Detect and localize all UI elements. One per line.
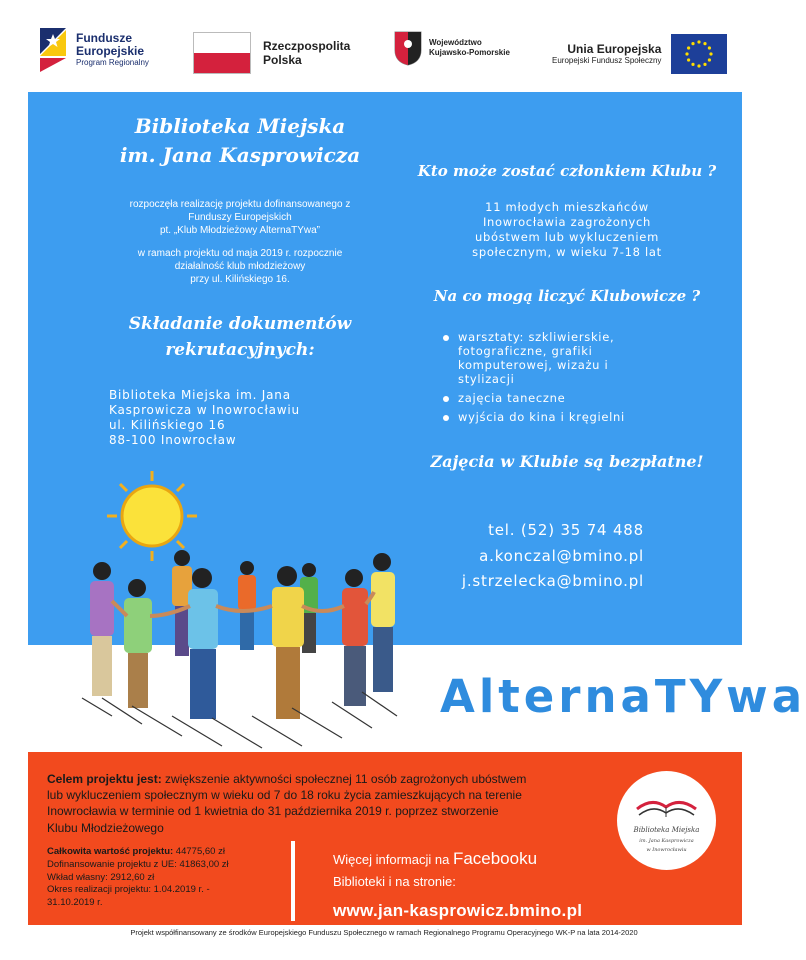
- project-goal: [47, 771, 607, 836]
- wojewodztwo-logo: [393, 30, 510, 66]
- who-line: Inowrocławia zagrożonych: [482, 214, 652, 229]
- documents-heading-line1: Składanie dokumentów: [128, 314, 352, 334]
- total-label: Całkowita wartość projektu:: [47, 846, 174, 857]
- email-link[interactable]: j.strzelecka@bmino.pl: [461, 572, 644, 590]
- badge-line1: Biblioteka Miejska: [633, 826, 700, 834]
- phone-number[interactable]: tel. (52) 35 74 488: [488, 521, 644, 539]
- ue-line2: Europejski Fundusz Społeczny: [552, 56, 662, 66]
- fe-line2: Europejskie: [76, 43, 145, 58]
- offer-item: [440, 410, 700, 424]
- address-line: Kasprowicza w Inowrocławiu: [109, 403, 300, 417]
- logo-bar: [0, 0, 768, 90]
- footer-note: Projekt współfinansowany ze środków Europejskiego Funduszu Społecznego w ramach Regionalnego Programu Operacyjnego WK-P na lata 2014-2020: [130, 928, 638, 937]
- offer-list: [440, 330, 700, 429]
- rp-line2: Polska: [263, 53, 302, 67]
- more-info-text: Więcej informacji na: [333, 852, 453, 867]
- intro-line: rozpoczęła realizację projektu dofinansowanego z: [129, 199, 351, 210]
- offer-item-line: komputerowej, wizażu i: [458, 358, 609, 373]
- more-info: [333, 845, 582, 924]
- library-title-line2: im. Jana Kasprowicza: [119, 143, 361, 167]
- library-badge: [617, 771, 716, 870]
- goal-label: Celem projektu jest:: [47, 772, 162, 786]
- documents-heading: [70, 312, 410, 363]
- wk-line2: Kujawsko-Pomorskie: [429, 48, 510, 57]
- goal-line: Klubu Młodzieżowego: [47, 820, 164, 835]
- cost-line: Dofinansowanie projektu z UE: 41863,00 zł: [47, 858, 229, 870]
- fe-line3: Program Regionalny: [76, 58, 149, 68]
- goal-line: zwiększenie aktywności społecznej 11 osób zagrożonych ubóstwem: [161, 772, 527, 786]
- offer-item: [440, 330, 700, 386]
- address-line: ul. Kilińskiego 16: [109, 418, 226, 432]
- offer-item-line: fotograficzne, grafiki: [458, 344, 593, 359]
- who-line: społecznym, w wieku 7-18 lat: [472, 244, 662, 259]
- unia-europejska-logo: [552, 34, 727, 74]
- intro-line: pt. „Klub Młodzieżowy AlternaTYwa”: [159, 225, 321, 236]
- cost-line: Wkład własny: 2912,60 zł: [47, 871, 155, 883]
- wk-line1: Województwo: [429, 37, 482, 47]
- ue-line1: Unia Europejska: [567, 42, 662, 56]
- coat-of-arms-icon: [393, 30, 423, 66]
- badge-line3: w Inowrocławiu: [646, 847, 687, 853]
- goal-line: Inowrocławia w terminie od 1 kwietnia do 31 października 2019 r. poprzez stworzenie: [47, 804, 499, 819]
- who-text: [432, 200, 702, 260]
- intro-line: Funduszy Europejskich: [188, 212, 292, 223]
- fe-star-icon: [38, 26, 68, 74]
- poland-flag-icon: [193, 32, 251, 74]
- address-line: Biblioteka Miejska im. Jana: [109, 388, 291, 402]
- offer-heading: Na co mogą liczyć Klubowicze ?: [433, 287, 701, 305]
- who-line: ubóstwem lub wykluczeniem: [475, 229, 659, 244]
- website-link[interactable]: www.jan-kasprowicz.bmino.pl: [333, 900, 583, 920]
- offer-item-line: warsztaty: szkliwierskie,: [458, 330, 615, 344]
- sun-icon: [107, 471, 197, 561]
- who-heading: Kto może zostać członkiem Klubu ?: [417, 162, 717, 180]
- intro-line: w ramach projektu od maja 2019 r. rozpocznie: [137, 248, 343, 259]
- fundusze-europejskie-logo: [38, 26, 149, 74]
- free-classes-heading: Zajęcia w Klubie są bezpłatne!: [430, 452, 704, 471]
- offer-item: [440, 391, 700, 405]
- open-book-icon: [617, 771, 716, 831]
- library-address: [109, 388, 300, 448]
- divider: [291, 841, 295, 921]
- who-line: 11 młodych mieszkańców: [485, 200, 649, 214]
- contacts: [444, 518, 644, 595]
- library-title: [70, 112, 410, 170]
- fe-line1: Fundusze: [76, 31, 132, 46]
- eu-flag-icon: [671, 34, 727, 74]
- offer-item-line: stylizacji: [458, 372, 515, 387]
- facebook-link[interactable]: Facebooku: [452, 849, 538, 868]
- email-link[interactable]: a.konczal@bmino.pl: [479, 546, 644, 565]
- address-line: 88-100 Inowrocław: [109, 433, 237, 447]
- total-value: 44775,60 zł: [173, 846, 225, 857]
- rzeczpospolita-polska-logo: [193, 32, 350, 74]
- documents-heading-line2: rekrutacyjnych:: [165, 339, 315, 360]
- offer-item-line: wyjścia do kina i kręgielni: [458, 410, 625, 425]
- project-intro: [60, 198, 420, 286]
- intro-line: przy ul. Kilińskiego 16.: [190, 274, 290, 285]
- more-info-text: Biblioteki i na stronie:: [333, 874, 456, 890]
- brand-logo: AlternaTYwa: [440, 670, 806, 723]
- youth-circle-illustration: [72, 466, 402, 756]
- cost-line: Okres realizacji projektu: 1.04.2019 r. -: [47, 884, 210, 896]
- badge-line2: im. Jana Kasprowicza: [639, 838, 694, 844]
- rp-line1: Rzeczpospolita: [263, 38, 351, 53]
- cost-line: 31.10.2019 r.: [47, 897, 103, 909]
- intro-line: działalność klub młodzieżowy: [174, 261, 306, 272]
- project-costs: [47, 846, 287, 910]
- goal-line: lub wykluczeniem społecznym w wieku od 7 do 18 roku życia zamieszkujących na terenie: [47, 788, 522, 803]
- library-title-line1: Biblioteka Miejska: [134, 114, 346, 138]
- offer-item-line: zajęcia taneczne: [458, 391, 566, 406]
